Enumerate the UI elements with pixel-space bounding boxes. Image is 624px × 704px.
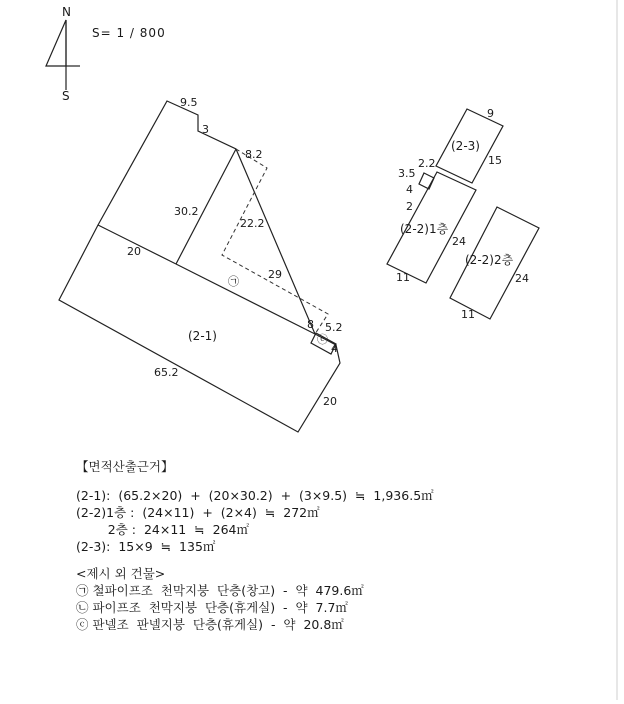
outside-item-b: ㉡ 파이프조 천막지붕 단층(휴게실) - 약 7.7㎡ [76, 600, 348, 615]
dim-30-2: 30.2 [174, 205, 199, 218]
calc-line-2-3: (2-3): 15×9 ≒ 135㎡ [76, 539, 216, 554]
dim-24-1f: 24 [452, 235, 466, 248]
label-marker-a: ㉠ [228, 275, 239, 288]
dim-15: 15 [488, 154, 502, 167]
dim-3: 3 [202, 123, 209, 136]
dim-4-small: 4 [331, 342, 338, 355]
area-calculation-notes [76, 458, 434, 633]
lot-2-1-outline [59, 101, 340, 432]
dim-22-2: 22.2 [240, 217, 265, 230]
label-bldg-2-2-1f: (2-2)1층 [400, 222, 449, 236]
dim-2: 2 [406, 200, 413, 213]
scale-text: S= 1 / 800 [92, 26, 166, 40]
dim-8: 8 [307, 318, 314, 331]
label-bldg-2-2-2f: (2-2)2층 [465, 253, 514, 267]
outside-item-c: ⓒ 판넬조 판넬지붕 단층(휴게실) - 약 20.8㎡ [76, 617, 344, 632]
south-label: S [62, 89, 70, 103]
notes-heading: 【면적산출근거】 [76, 459, 174, 474]
label-lot-2-1: (2-1) [188, 329, 217, 343]
dim-9-5: 9.5 [180, 96, 198, 109]
dim-2-2: 2.2 [418, 157, 436, 170]
calc-line-2-1: (2-1): (65.2×20) + (20×30.2) + (3×9.5) ≒ 1,936.5㎡ [76, 488, 434, 503]
north-arrow-icon [46, 20, 80, 90]
calc-line-2-2-2f: 2층 : 24×11 ≒ 264㎡ [76, 522, 249, 537]
dim-9-top: 9 [487, 107, 494, 120]
dim-4-right: 4 [406, 183, 413, 196]
dim-20-left: 20 [127, 245, 141, 258]
dim-11-2f: 11 [461, 308, 475, 321]
dim-5-2: 5.2 [325, 321, 343, 334]
dim-3-5: 3.5 [398, 167, 416, 180]
outside-item-a: ㉠ 철파이프조 천막지붕 단층(창고) - 약 479.6㎡ [76, 583, 364, 598]
calc-line-2-2-1f: (2-2)1층 : (24×11) + (2×4) ≒ 272㎡ [76, 505, 320, 520]
label-marker-c: ⓒ [317, 333, 328, 346]
dim-65-2: 65.2 [154, 366, 179, 379]
outside-buildings-heading: <제시 외 건물> [76, 566, 166, 581]
north-label: N [62, 5, 71, 19]
label-bldg-2-3: (2-3) [451, 139, 480, 153]
dim-8-2: 8.2 [245, 148, 263, 161]
dim-20-bottom: 20 [323, 395, 337, 408]
dim-24-2f: 24 [515, 272, 529, 285]
dim-11-1f: 11 [396, 271, 410, 284]
dim-29: 29 [268, 268, 282, 281]
